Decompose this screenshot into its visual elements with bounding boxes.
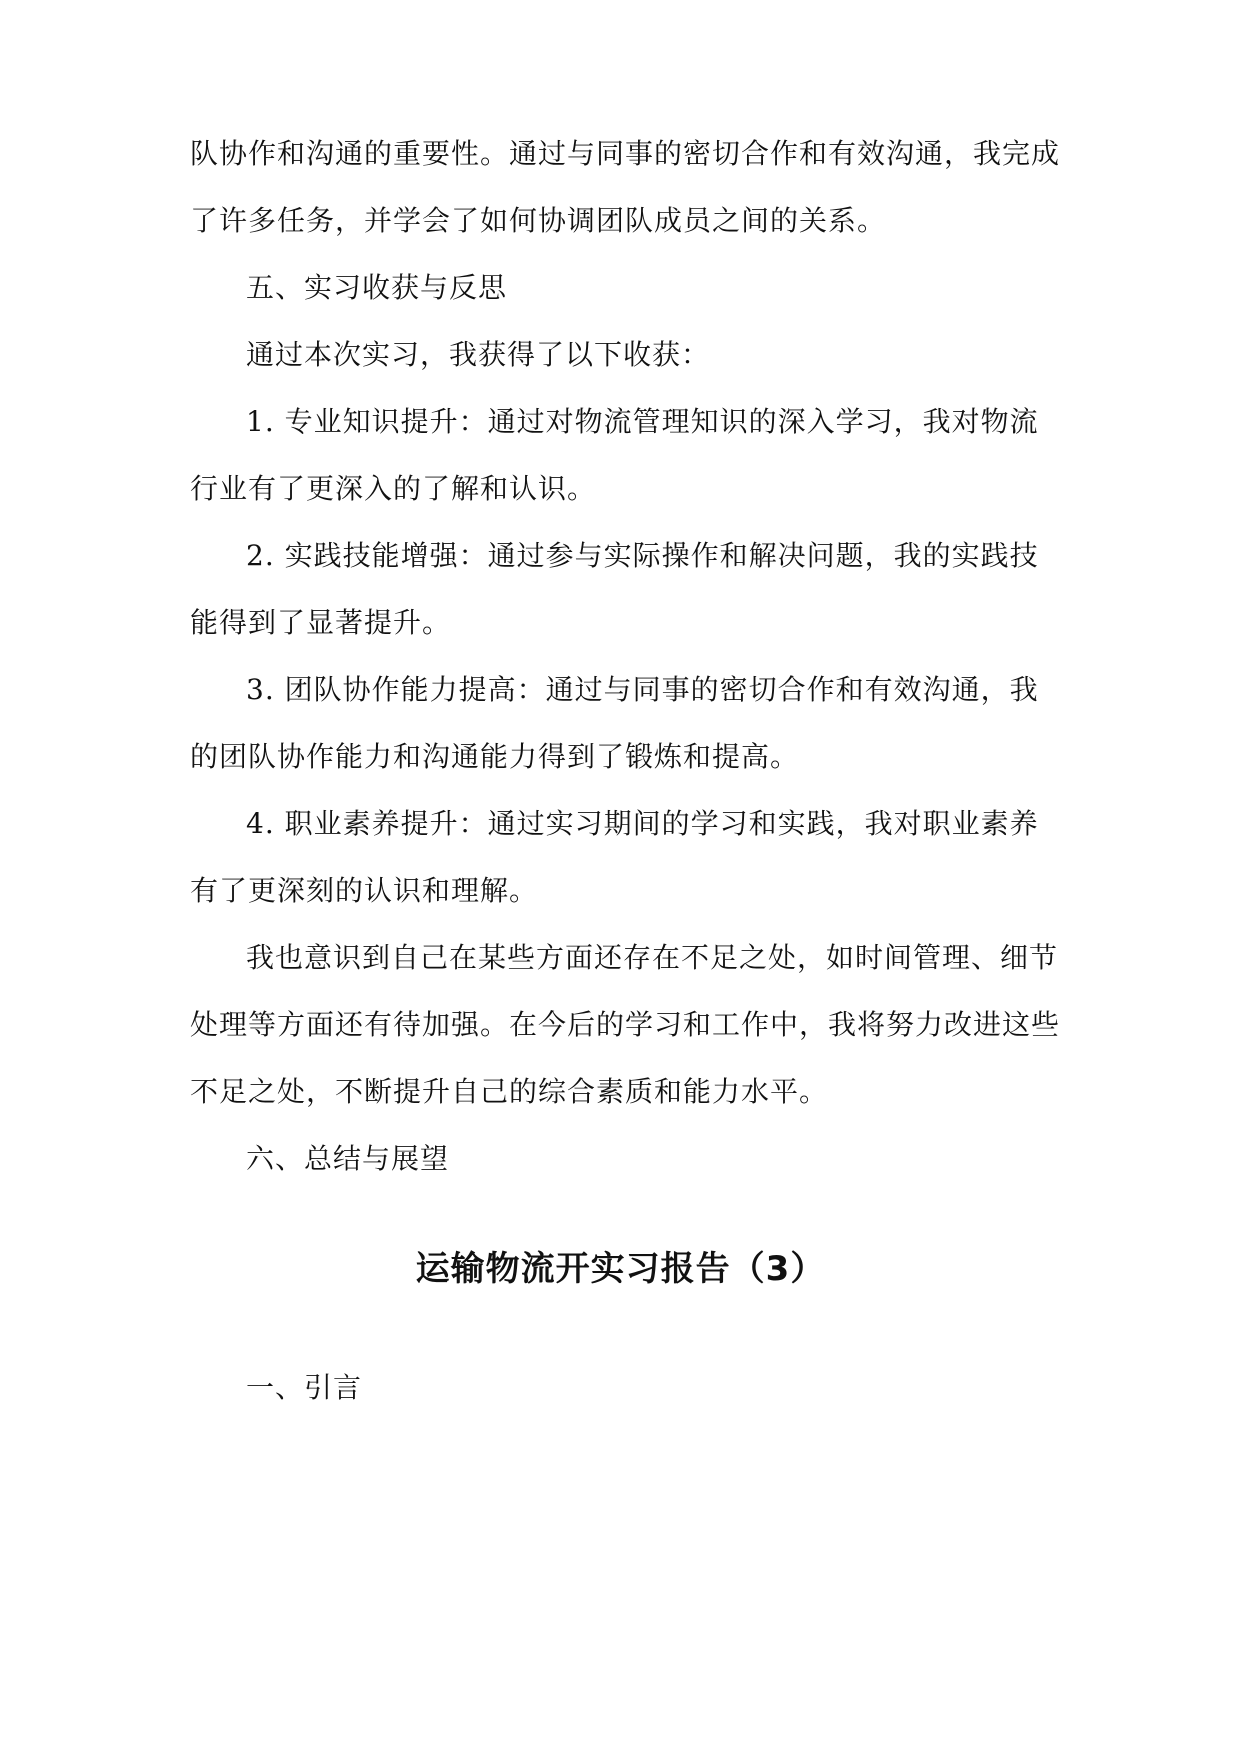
paragraph-line: 了许多任务，并学会了如何协调团队成员之间的关系。 <box>190 204 887 237</box>
list-item-3: 3. 团队协作能力提高：通过与同事的密切合作和有效沟通，我 <box>246 673 1039 706</box>
paragraph-line: 不足之处，不断提升自己的综合素质和能力水平。 <box>190 1075 829 1108</box>
list-item-2-continued: 能得到了显著提升。 <box>190 606 452 639</box>
list-item-2: 2. 实践技能增强：通过参与实际操作和解决问题，我的实践技 <box>246 539 1039 572</box>
list-item-4: 4. 职业素养提升：通过实习期间的学习和实践，我对职业素养 <box>246 807 1039 840</box>
paragraph-line: 我也意识到自己在某些方面还存在不足之处，如时间管理、细节 <box>246 941 1059 974</box>
report-title: 运输物流开实习报告（3） <box>415 1249 826 1289</box>
section-heading-1: 一、引言 <box>246 1371 363 1404</box>
paragraph-line: 通过本次实习，我获得了以下收获： <box>246 338 711 371</box>
section-heading-6: 六、总结与展望 <box>246 1142 450 1175</box>
paragraph-line: 处理等方面还有待加强。在今后的学习和工作中，我将努力改进这些 <box>190 1008 1061 1041</box>
paragraph-line: 队协作和沟通的重要性。通过与同事的密切合作和有效沟通，我完成 <box>190 137 1061 170</box>
section-heading-5: 五、实习收获与反思 <box>246 271 508 304</box>
list-item-1-continued: 行业有了更深入的了解和认识。 <box>190 472 597 505</box>
list-item-4-continued: 有了更深刻的认识和理解。 <box>190 874 539 907</box>
list-item-3-continued: 的团队协作能力和沟通能力得到了锻炼和提高。 <box>190 740 800 773</box>
list-item-1: 1. 专业知识提升：通过对物流管理知识的深入学习，我对物流 <box>246 405 1039 438</box>
